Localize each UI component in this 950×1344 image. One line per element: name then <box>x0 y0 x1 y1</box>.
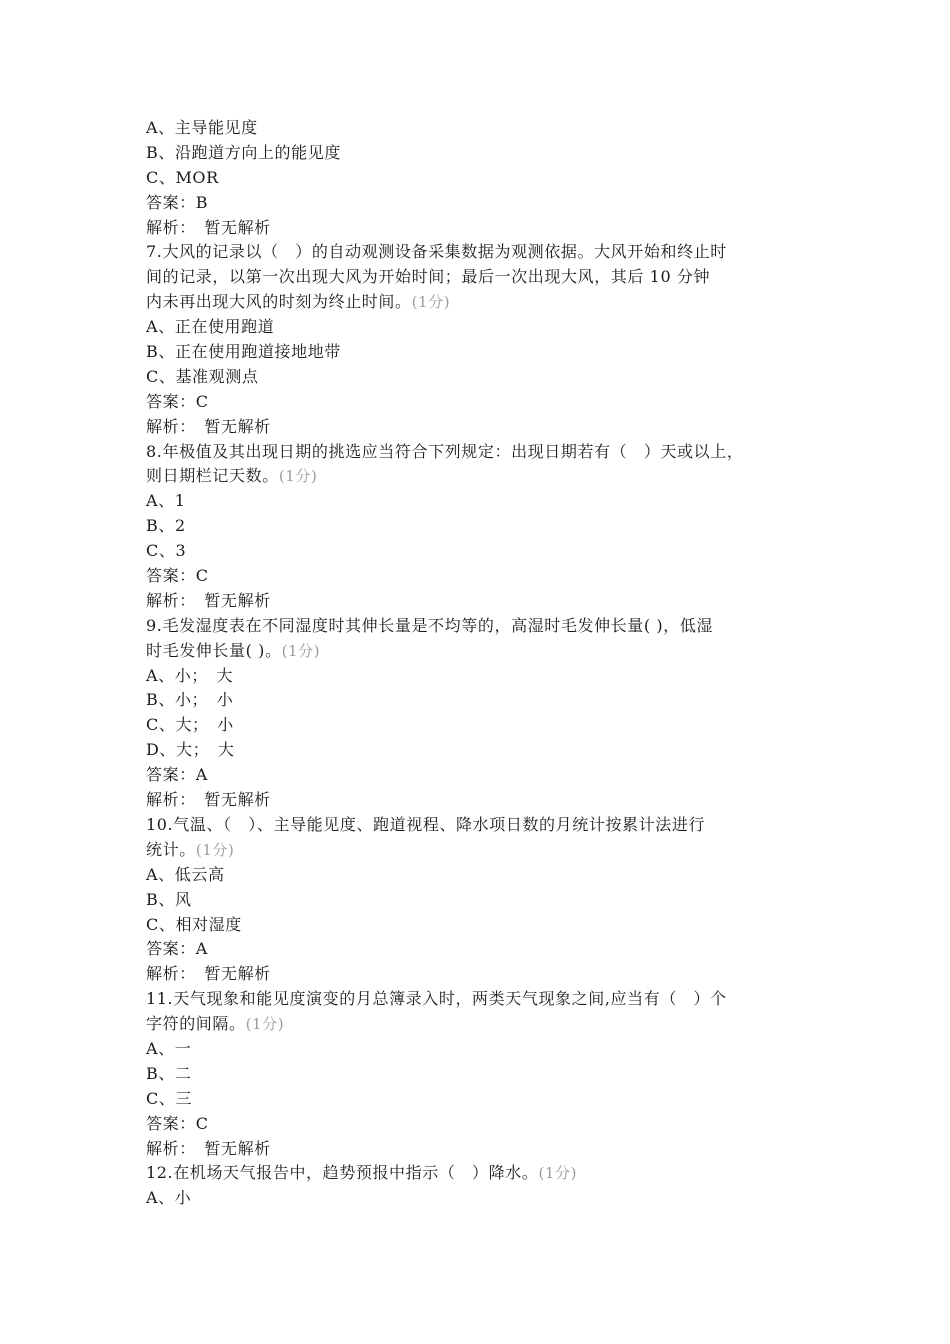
option-a: A、小 <box>146 1188 192 1208</box>
option-b: B、沿跑道方向上的能见度 <box>146 142 341 162</box>
question-stem-line <box>146 639 826 664</box>
question-stem-line <box>146 1161 826 1186</box>
question-stem-text: 12.在机场天气报告中，趋势预报中指示（ ）降水。 <box>146 1163 539 1183</box>
analysis-line: 解析： 暂无解析 <box>146 964 271 984</box>
analysis-line: 解析： 暂无解析 <box>146 590 271 610</box>
option-b: B、2 <box>146 516 186 536</box>
score-label: (1分) <box>195 840 235 859</box>
option-c: C、三 <box>146 1088 193 1108</box>
score-label: (1分) <box>281 641 321 660</box>
option-b: B、正在使用跑道接地地带 <box>146 342 341 362</box>
option-b: B、小； 小 <box>146 690 234 710</box>
option-c: C、大； 小 <box>146 715 234 735</box>
option-a: A、正在使用跑道 <box>146 317 275 337</box>
question-stem-line <box>146 1012 826 1037</box>
option-a: A、主导能见度 <box>146 118 258 137</box>
option-c: C、3 <box>146 541 187 561</box>
question-stem-line: 11.天气现象和能见度演变的月总簿录入时，两类天气现象之间,应当有（ ）个 <box>146 989 727 1009</box>
question-8 <box>146 440 826 614</box>
answer-line: 答案：B <box>146 192 209 212</box>
question-stem-line: 间的记录，以第一次出现大风为开始时间；最后一次出现大风，其后 10 分钟 <box>146 267 711 287</box>
question-stem-text: 统计。 <box>146 839 196 859</box>
answer-line: 答案：A <box>146 765 208 785</box>
option-c: C、MOR <box>146 167 219 187</box>
option-b: B、风 <box>146 889 192 909</box>
question-stem-line <box>146 464 826 489</box>
question-stem-line: 7.大风的记录以（ ）的自动观测设备采集数据为观测依据。大风开始和终止时 <box>146 242 727 262</box>
analysis-line: 解析： 暂无解析 <box>146 1138 271 1158</box>
score-label: (1分) <box>278 467 318 486</box>
question-12 <box>146 1161 826 1211</box>
question-stem-line <box>146 290 826 315</box>
answer-line: 答案：C <box>146 1113 209 1133</box>
prev-question-block <box>146 116 826 240</box>
answer-line: 答案：A <box>146 939 208 959</box>
analysis-line: 解析： 暂无解析 <box>146 790 271 810</box>
question-11 <box>146 987 826 1161</box>
option-d: D、大； 大 <box>146 740 235 760</box>
question-stem-line <box>146 838 826 863</box>
score-label: (1分) <box>245 1015 285 1034</box>
answer-line: 答案：C <box>146 391 209 411</box>
option-a: A、低云高 <box>146 864 225 884</box>
question-stem-text: 时毛发伸长量( )。 <box>146 640 282 660</box>
question-9 <box>146 614 826 813</box>
option-c: C、相对湿度 <box>146 914 242 934</box>
answer-line: 答案：C <box>146 566 209 586</box>
question-stem-text: 字符的间隔。 <box>146 1014 246 1034</box>
score-label: (1分) <box>538 1164 578 1183</box>
option-a: A、小； 大 <box>146 665 234 685</box>
question-stem-line: 10.气温、（ ）、主导能见度、跑道视程、降水项日数的月统计按累计法进行 <box>146 814 706 834</box>
option-a: A、1 <box>146 491 186 511</box>
analysis-line: 解析： 暂无解析 <box>146 217 271 237</box>
question-stem-text: 内未再出现大风的时刻为终止时间。 <box>146 292 412 312</box>
option-b: B、二 <box>146 1063 192 1083</box>
question-10 <box>146 813 826 987</box>
option-a: A、一 <box>146 1038 192 1058</box>
analysis-line: 解析： 暂无解析 <box>146 416 271 436</box>
question-stem-line: 9.毛发湿度表在不同湿度时其伸长量是不均等的，高湿时毛发伸长量( )，低湿 <box>146 615 714 635</box>
question-stem-line: 8.年极值及其出现日期的挑选应当符合下列规定：出现日期若有（ ）天或以上， <box>146 441 744 461</box>
question-7 <box>146 240 826 439</box>
document-page <box>146 116 826 1211</box>
question-stem-text: 则日期栏记天数。 <box>146 466 279 486</box>
score-label: (1分) <box>411 293 451 312</box>
option-c: C、基准观测点 <box>146 366 259 386</box>
